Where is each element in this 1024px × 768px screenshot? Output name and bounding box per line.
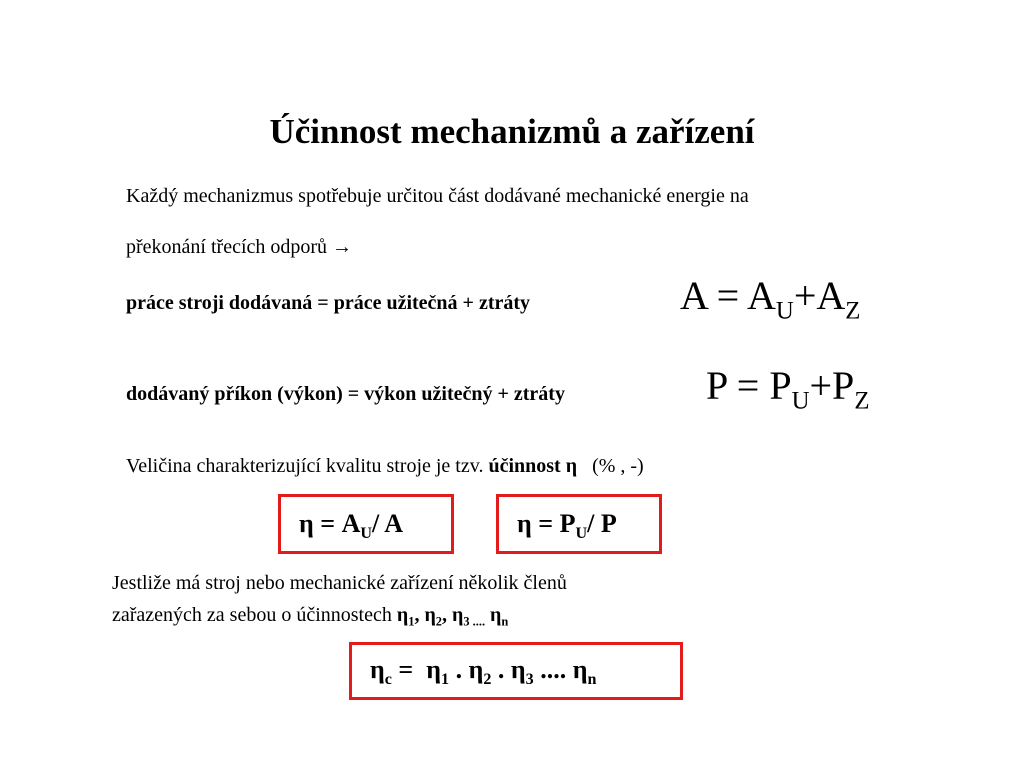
efficiency-work-formula: $\eta = A_U/$ A <box>299 509 404 543</box>
efficiency-work-box <box>278 494 454 554</box>
work-formula: $A = A_U+A_Z$ <box>680 273 861 325</box>
total-efficiency-formula: $\eta_c = \eta_1$ . $\eta_2$ . $\eta_3$ .... $\eta_n$ <box>370 655 597 689</box>
page-title: Účinnost mechanizmů a zařízení <box>269 112 755 151</box>
chain-line-2: zařazených za sebou o účinnostech $\eta_1$, $\eta_2$, $\eta_{3 ....}$ $\eta_n$ <box>112 604 509 629</box>
power-formula: $P = P_U+P_Z$ <box>706 363 870 415</box>
intro-line-2: překonání třecích odporů → <box>126 236 353 258</box>
power-definition: dodávaný příkon (výkon) = výkon užitečný + ztráty <box>126 383 565 405</box>
efficiency-power-box <box>496 494 662 554</box>
work-definition: práce stroji dodávaná = práce užitečná + ztráty <box>126 292 531 314</box>
efficiency-power-formula: $\eta = P_U/$ P <box>517 509 617 543</box>
chain-line-1: Jestliže má stroj nebo mechanické zařízení několik členů <box>112 572 567 594</box>
intro-line-1: Každý mechanizmus spotřebuje určitou část dodávané mechanické energie na <box>126 185 749 207</box>
quality-line: Veličina charakterizující kvalitu stroje je tzv. účinnost η (% , -) <box>126 455 644 477</box>
total-efficiency-box <box>349 642 683 700</box>
